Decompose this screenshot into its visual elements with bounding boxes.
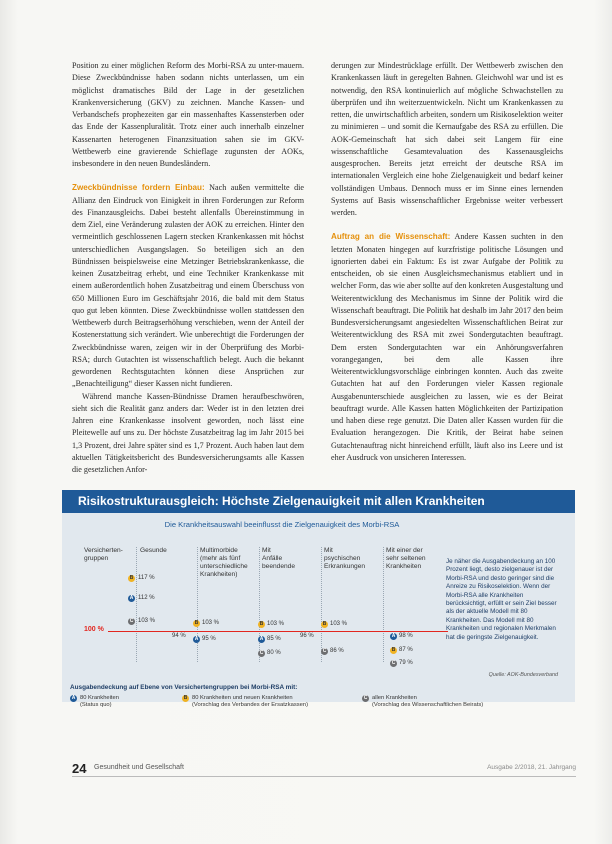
marker-c: C [259, 650, 264, 656]
marker-label: 103 % [330, 621, 348, 627]
column-divider [321, 547, 322, 662]
hundred-percent-line [108, 631, 448, 632]
legend-label: 80 Krankheiten (Status quo) [80, 695, 119, 709]
page-footer [72, 761, 576, 775]
text-column-left [72, 60, 304, 476]
legend-label: 80 Krankheiten und neuen Krankheiten (Vorschlag des Verbandes der Ersatzkassen) [192, 695, 308, 709]
page-number: 24 [72, 761, 87, 776]
marker-a: A [259, 636, 264, 642]
marker-c: C [391, 660, 396, 666]
marker-c: C [322, 648, 327, 654]
column-divider [197, 547, 198, 662]
legend-label: allen Krankheiten (Vorschlag des Wissenschaftlichen Beirats) [372, 695, 484, 709]
marker-a: A [194, 636, 199, 642]
hundred-percent-label: 100 % [84, 626, 104, 633]
legend-item [362, 695, 552, 710]
marker-label: 95 % [202, 636, 216, 642]
paragraph: Position zu einer möglichen Reform des Morbi-RSA zu unter-mauern. Diese Zweckbündnisse haben sodann nichts unterlassen, um ein möglichst dramatisches Bild der Lage in der gesetzlichen Krankenversicherung (GKV) zu zeichnen. Manche Kassen- und Verbandschefs prophezeiten gar ein massenhaftes Kassensterben oder das Ende der Kassenpluralität. Trotz einer auch innerhalb einzelner Kassenarten heterogenen Finanzsituation sahen sie im GKV-Wettbewerb eine gravierende Schieflage zugunsten der AOKs, insbesondere in den neuen Bundesländern. [72, 61, 304, 168]
legend-marker-b: B [183, 695, 188, 701]
column-header: Gesunde [140, 547, 167, 554]
magazine-name: Gesundheit und Gesellschaft [94, 764, 184, 771]
marker-label: 87 % [399, 647, 413, 653]
marker-label: 103 % [202, 620, 220, 626]
column-header: Mit einer der sehr seltenen Krankheiten [386, 547, 426, 570]
column-divider [259, 547, 260, 662]
legend-heading: Ausgabendeckung auf Ebene von Versichertengruppen bei Morbi-RSA mit: [70, 684, 298, 691]
marker-label: 117 % [138, 575, 155, 581]
column-header: Mit psychischen Erkrankungen [324, 547, 366, 570]
marker-b: B [391, 647, 396, 653]
figure-title: Risikostrukturausgleich: Höchste Zielgenauigkeit mit allen Krankheiten [62, 490, 575, 513]
marker-label: 98 % [399, 633, 413, 639]
column-header: Mit Anfälle beendende [262, 547, 296, 570]
paragraph [72, 182, 304, 390]
subheading: Auftrag an die Wissenschaft: [331, 232, 451, 242]
marker-label: 85 % [267, 636, 281, 642]
marker-b: B [129, 575, 134, 581]
marker-label: 94 % [172, 633, 186, 639]
paragraph: Während manche Kassen-Bündnisse Dramen heraufbeschwören, sieht sich die Realität ganz anders dar: Weder ist in den letzten drei Jahren eine Krankenkasse insolvent geworden, noch lässt eine Pleitewelle auf uns zu. Der höchste Zusatzbeitrag lag im Jahr 2015 bei 1,3 Prozent, drei Jahre später sind es 1,7 Prozent. Auch haben laut dem aktuellen Tätigkeitsbericht des Bundesversicherungsamts alle Kassen die gesetzlichen Anfor- [72, 391, 304, 474]
marker-label: 96 % [300, 633, 314, 639]
paragraph-body: Nach außen vermittelte die Allianz den Eindruck von Einigkeit in ihren Forderungen zur Reform des Finanzausgleichs. Dabei besteht allenfalls Übereinstimmung in dem Ziel, eine Veränderung zulasten der AOK zu erreichen. Hinter den vermeintlich geschlossenen Lagern stecken Krankenkassen mit höchst unterschiedlichen Ausgangslagen. So beteiligen sich an den Bündnissen beispielsweise eine Metzinger Betriebskrankenkasse, die keinen Zusatzbeitrag erhebt, und eine Techniker Krankenkasse mit einem außerordentlich hohen Zusatzbeitrag und einem Überschuss von 650 Millionen Euro im Geschäftsjahr 2016, die bald mit dem Status quo gut leben könnten. Diese Zweckbündnisse wollen stattdessen den Wettbewerb durch Beitragserhöhung verschieben, wenn der Anteil der Kostenerstattung sich verändert. Wie unberechtigt die Forderungen der Zweckbündnisse waren, zeigen wir in der Überprüfung des Morbi-RSA; durch Gutachten ist wissenschaftlich belegt. Auch die bekannt gewordenen Rechtsgutachten können diese Ansprüchen zur „Benachteiligung“ dieser Kassen nicht fundieren. [72, 183, 304, 389]
column-divider [383, 547, 384, 662]
column-header: Multimorbide (mehr als fünf unterschiedliche Krankheiten) [200, 547, 248, 578]
paragraph: derungen zur Mindestrücklage erfüllt. Der Wettbewerb zwischen den Krankenkassen läuft in geregelten Bahnen. Gleichwohl war und ist es notwendig, den RSA kontinuierlich auf mögliche Schwachstellen zu überprüfen und ihn weiterzuentwickeln. Nicht um Krankenkassen zu retten, die unwirtschaftlich arbeiten, sondern um Risikoselektion weiter zu minimieren – und somit die Kernaufgabe des RSA zu erfüllen. Die AOK-Gemeinschaft hat sich dabei seit Langem für eine wissenschaftliche Gesamtevaluation des Kassenausgleichs ausgesprochen. Bereits jetzt erreicht der deutsche RSA im internationalen Vergleich eine hohe Zielgenauigkeit und bedarf keiner vollständigen Umbaus. Dennoch muss er im Sinne eines lernenden Systems auf Basis wissenschaftlicher Ergebnisse weiter verbessert werden. [331, 61, 563, 217]
issue-info: Ausgabe 2/2018, 21. Jahrgang [487, 764, 576, 771]
marker-label: 103 % [267, 621, 285, 627]
marker-label: 103 % [138, 618, 156, 624]
marker-label: 86 % [330, 648, 344, 654]
figure-source: Quelle: AOK-Bundesverband [488, 672, 558, 678]
legend-item [70, 695, 180, 710]
marker-b: B [194, 620, 199, 626]
text-column-right [331, 60, 563, 464]
legend-marker-a: A [71, 695, 76, 701]
legend-item [182, 695, 362, 710]
marker-label: 80 % [267, 650, 281, 656]
column-header: Versicherten- gruppen [84, 547, 123, 562]
marker-b: B [322, 621, 327, 627]
paragraph [331, 231, 563, 464]
figure-subtitle: Die Krankheitsauswahl beeinflusst die Zielgenauigkeit des Morbi-RSA [164, 520, 400, 529]
marker-label: 112 % [138, 595, 155, 601]
marker-a: A [391, 633, 396, 639]
subheading: Zweckbündnisse fordern Einbau: [72, 183, 205, 193]
infographic [62, 490, 575, 709]
legend-marker-c: C [363, 695, 368, 701]
marker-b: B [259, 621, 264, 627]
paragraph-body: Andere Kassen suchten in den letzten Monaten hingegen auf kurzfristige politische Lösungen und ignorierten dabei ein Faktum: Es ist zwar Aufgabe der Politik zu entscheiden, ob sie einen Ausgleichsmechanismus etabliert und in welcher Form, das wie aber sollte auf den konkreten Ausgestaltung und Weiterentwicklung des Mechanismus im Sinne der Politik wird die Wissenschaft beauftragt. Die Politik hat deshalb im Jahr 2017 den beim Bundesversicherungsamt angesiedelten Wissenschaftlichen Beirat zur Weiterentwicklung des RSA mit zwei Sondergutachten beauftragt. Dem ersten Sondergutachten war ein Anhörungsverfahren vorangegangen, bei dem alle Kassen ihre Weiterentwicklungsvorschläge einbringen konnten. Auch das zweite Gutachten hat auf den Forderungen vieler Kassen regionale Ausgabenunterschiede ausgleichen zu lassen, wie es der Beirat beauftragt wurde. Alle Kassen hatten Möglichkeiten der Partizipation und haben diese rege genutzt. Die Daten aller Kassen wurden für die Evaluation herangezogen. Die Kritik, der Beirat habe seinen Gutachtenauftrag nicht hinreichend erfüllt, läuft also ins Leere und ist eher Ausdruck von unsicheren Interessen. [331, 232, 563, 462]
figure-note: Je näher die Ausgabendeckung an 100 Prozent liegt, desto zielgenauer ist der Morbi-RSA und desto geringer sind die Anreize zu Risikoselektion. Wenn der Morbi-RSA alle Krankheiten berücksichtigt, erfüllt er sein Ziel besser als der aktuelle Modell mit 80 Krankheiten. Das Modell mit 80 Krankheiten und regionalen Merkmalen hat die geringste Zielgenauigkeit. [446, 558, 557, 641]
footer-rule [72, 776, 576, 777]
marker-label: 79 % [399, 660, 413, 666]
marker-c: C [129, 618, 134, 624]
column-divider [136, 547, 137, 662]
marker-a: A [129, 595, 134, 601]
